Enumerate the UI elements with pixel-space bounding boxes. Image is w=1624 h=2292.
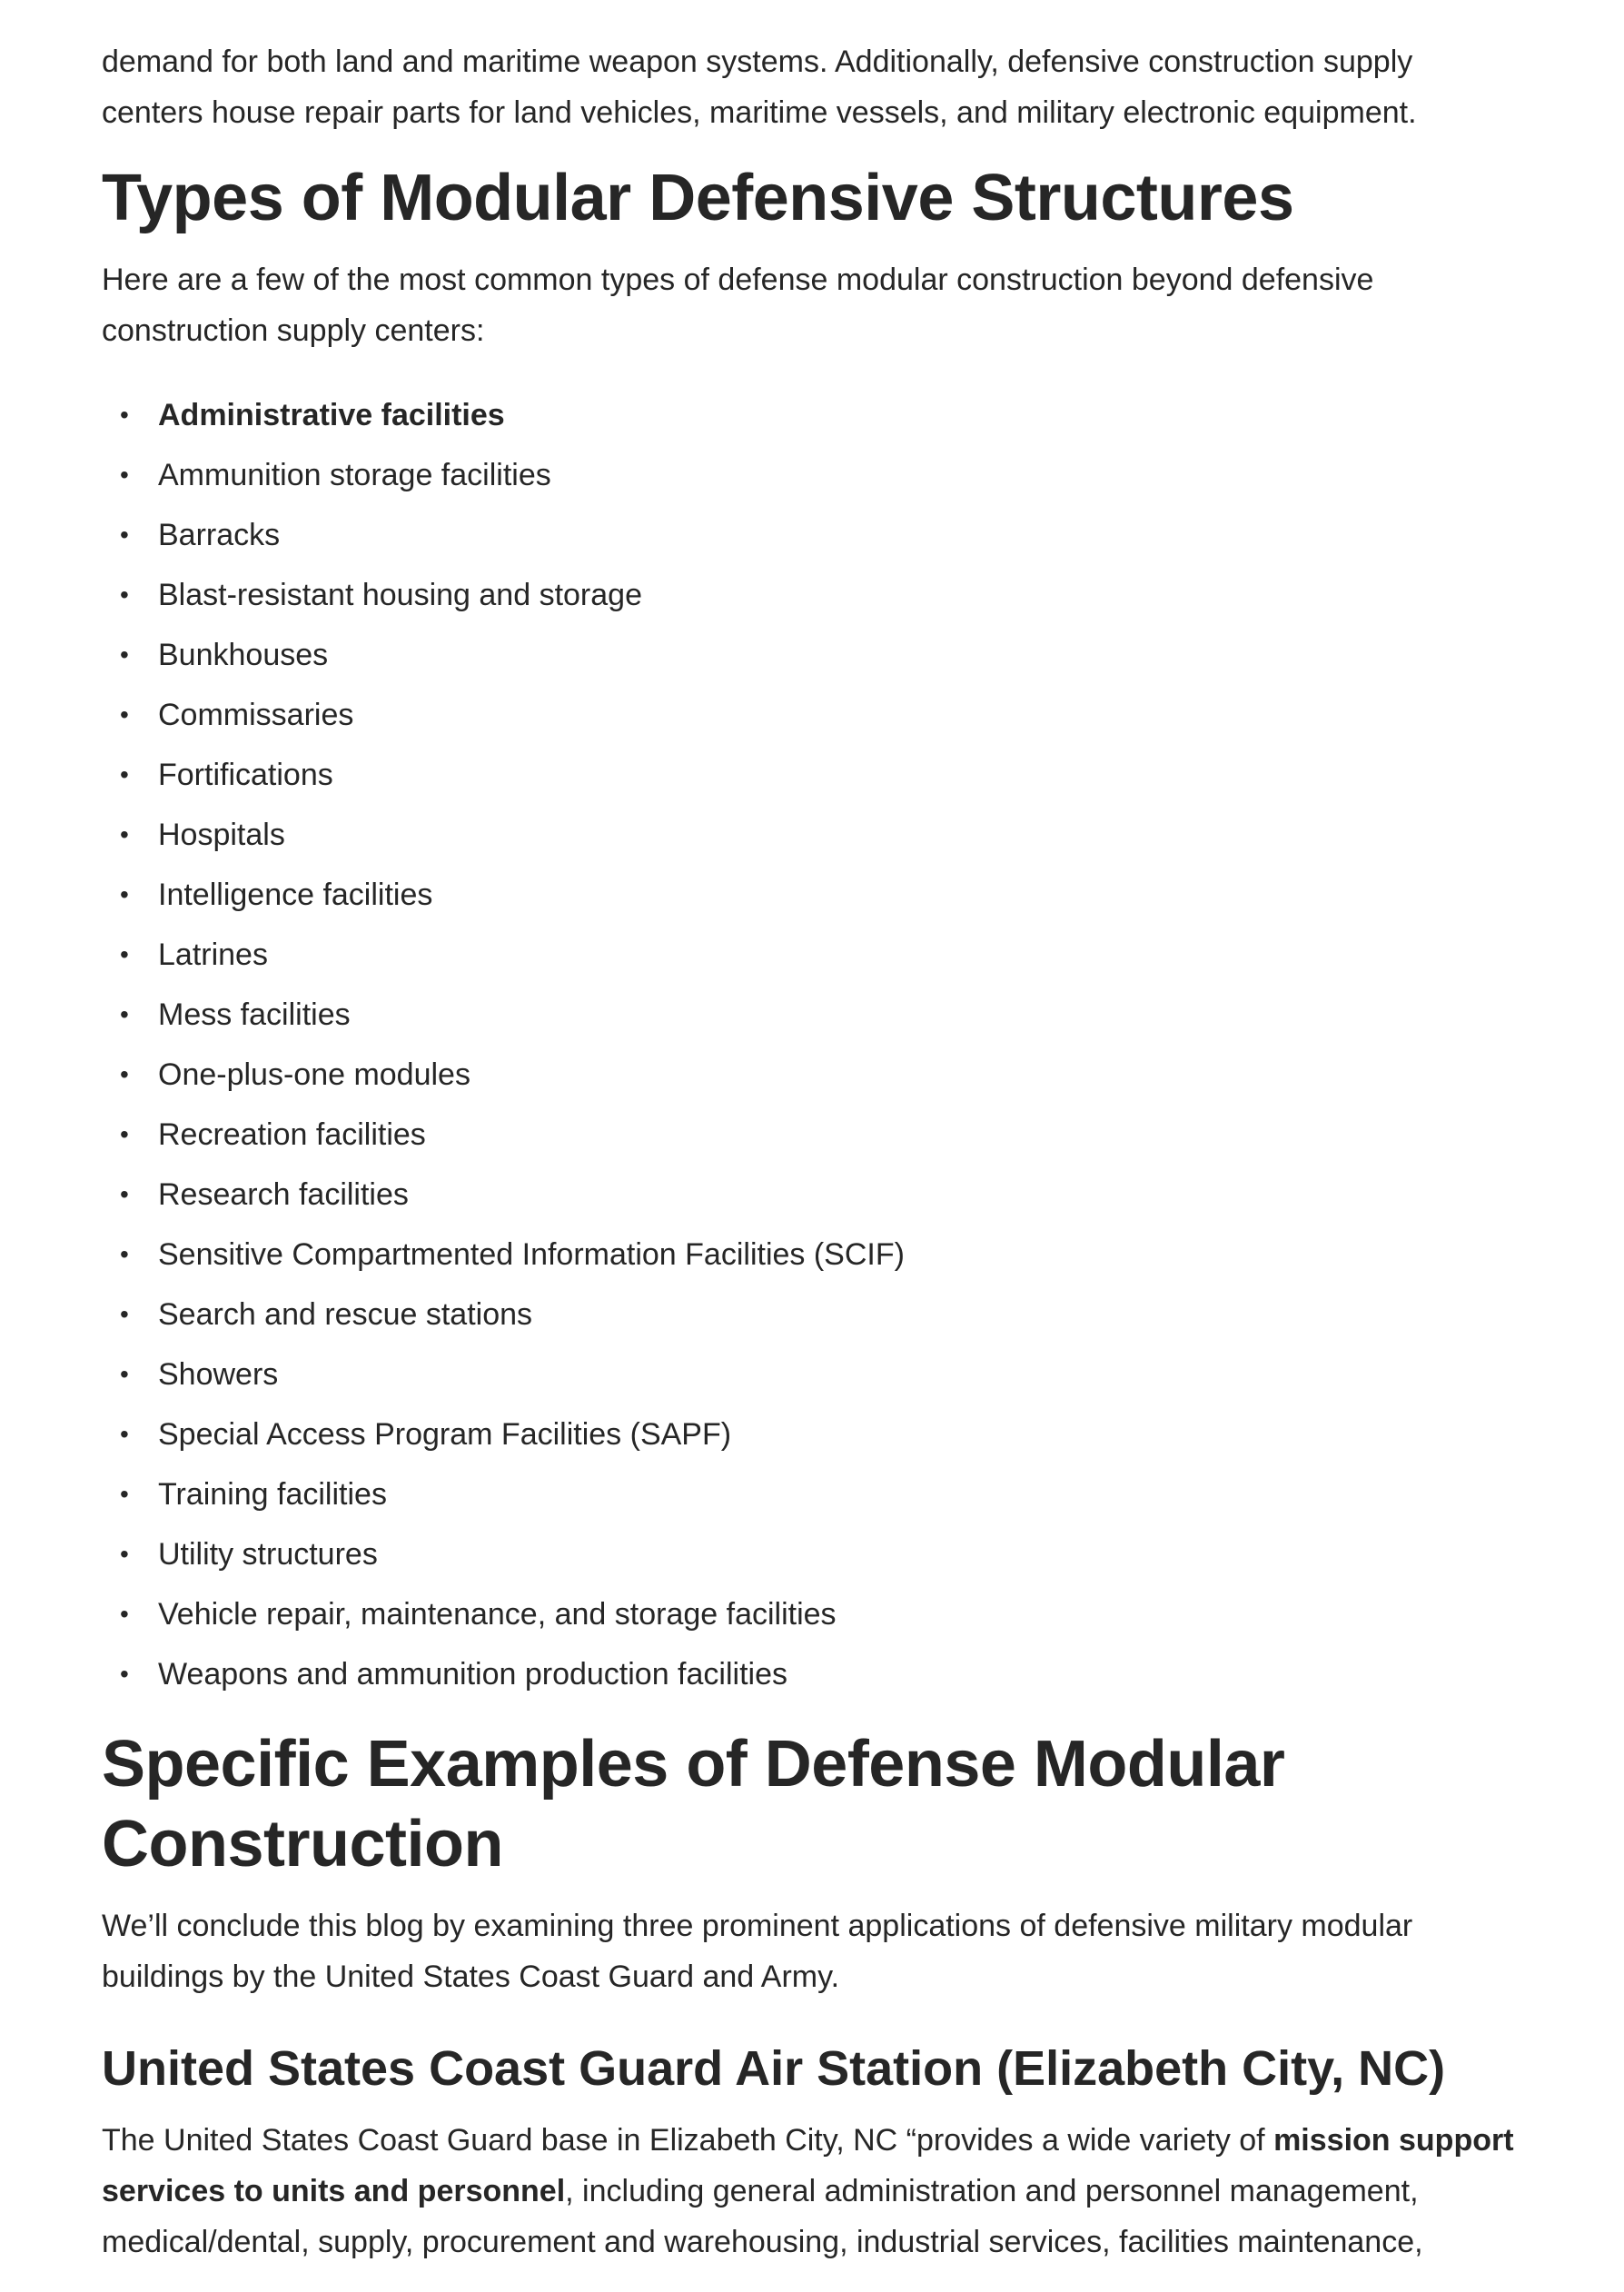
bullet-icon: •: [120, 760, 129, 789]
list-item: • Barracks: [102, 505, 1522, 565]
bullet-icon: •: [120, 640, 129, 669]
list-item: • Special Access Program Facilities (SAPF): [102, 1404, 1522, 1464]
types-lead-paragraph: Here are a few of the most common types of defense modular construction beyond defensive construction supply centers:: [102, 263, 1374, 348]
list-item: • Ammunition storage facilities: [102, 445, 1522, 505]
list-item: • Search and rescue stations: [102, 1285, 1522, 1344]
list-item: • Training facilities: [102, 1464, 1522, 1524]
bullet-icon: •: [120, 940, 129, 968]
list-item: • Latrines: [102, 925, 1522, 985]
bullet-icon: •: [120, 880, 129, 908]
list-item: • Sensitive Compartmented Information Facilities (SCIF): [102, 1225, 1522, 1285]
bullet-icon: •: [120, 1120, 129, 1148]
list-item: • Blast-resistant housing and storage: [102, 565, 1522, 625]
coast-guard-paragraph: [102, 2115, 1522, 2267]
bullet-icon: •: [120, 401, 129, 429]
types-list: [102, 385, 1522, 1704]
coast-guard-heading: United States Coast Guard Air Station (Elizabeth City, NC): [102, 2041, 1446, 2096]
bullet-icon: •: [120, 1240, 129, 1268]
list-item: • Showers: [102, 1344, 1522, 1404]
bullet-icon: •: [120, 1300, 129, 1328]
list-item: • Utility structures: [102, 1524, 1522, 1584]
bullet-icon: •: [120, 700, 129, 729]
list-item: • Weapons and ammunition production facilities: [102, 1644, 1522, 1704]
list-item: • Bunkhouses: [102, 625, 1522, 685]
bullet-icon: •: [120, 461, 129, 489]
bullet-icon: •: [120, 1540, 129, 1568]
bullet-icon: •: [120, 580, 129, 609]
coast-guard-para-bold: mission support services to units and personnel: [102, 2123, 1514, 2208]
bullet-icon: •: [120, 1180, 129, 1208]
list-item: • Commissaries: [102, 685, 1522, 745]
bullet-icon: •: [120, 1360, 129, 1388]
bullet-icon: •: [120, 1660, 129, 1688]
examples-heading: Specific Examples of Defense Modular Construction: [102, 1728, 1285, 1880]
list-item: • Mess facilities: [102, 985, 1522, 1045]
list-item: • Intelligence facilities: [102, 865, 1522, 925]
list-item: • Research facilities: [102, 1165, 1522, 1225]
types-heading: Types of Modular Defensive Structures: [102, 162, 1294, 234]
bullet-icon: •: [120, 521, 129, 549]
examples-lead-paragraph: We’ll conclude this blog by examining three prominent applications of defensive military modular buildings by the United States Coast Guard and Army.: [102, 1909, 1413, 1994]
bullet-icon: •: [120, 820, 129, 848]
list-item: • Fortifications: [102, 745, 1522, 805]
bullet-icon: •: [120, 1420, 129, 1448]
bullet-icon: •: [120, 1600, 129, 1628]
bullet-icon: •: [120, 1480, 129, 1508]
list-item: • Vehicle repair, maintenance, and storage facilities: [102, 1584, 1522, 1644]
intro-paragraph: demand for both land and maritime weapon systems. Additionally, defensive construction supply centers house repair parts for land vehicles, maritime vessels, and military electronic equipment.: [102, 45, 1417, 130]
bullet-icon: •: [120, 1000, 129, 1028]
bullet-icon: •: [120, 1060, 129, 1088]
coast-guard-para-end: , including general administration and personnel management, medical/dental, supply, procurement and warehousing, industrial services, facilities maintenance,: [102, 2174, 1423, 2259]
list-item: • Recreation facilities: [102, 1105, 1522, 1165]
coast-guard-para-start: The United States Coast Guard base in Elizabeth City, NC “provides a wide variety of: [102, 2123, 1274, 2158]
list-item: • Administrative facilities: [102, 385, 1522, 445]
list-item: • Hospitals: [102, 805, 1522, 865]
list-item: • One-plus-one modules: [102, 1045, 1522, 1105]
